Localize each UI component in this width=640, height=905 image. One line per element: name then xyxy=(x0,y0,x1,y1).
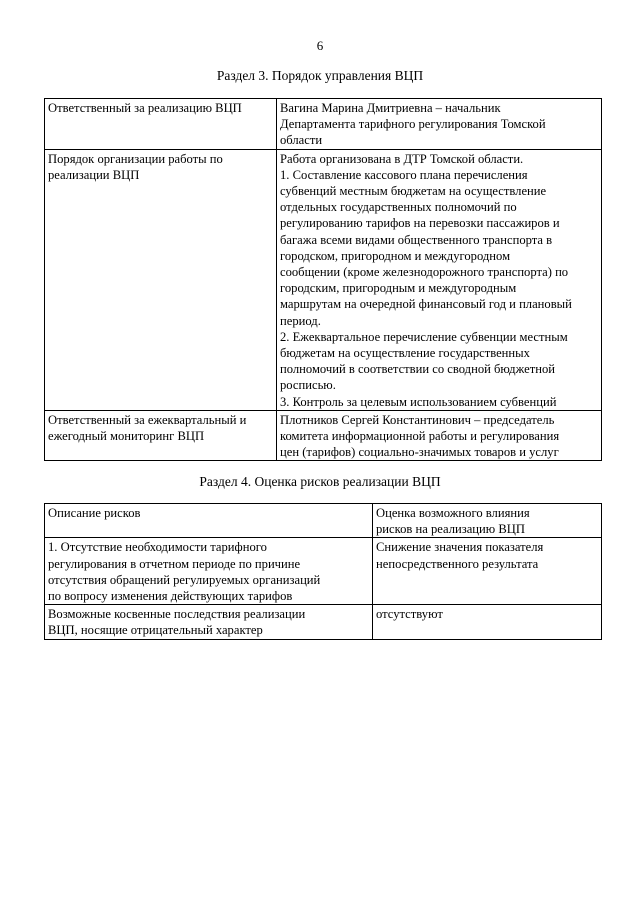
header-cell-impact xyxy=(373,504,602,538)
cell-text-line: Снижение значения показателя xyxy=(376,540,544,555)
cell-text-line: регулирования в отчетном периоде по причине xyxy=(48,556,301,571)
cell-text-line: 2. Ежеквартальное перечисление субвенции местным xyxy=(280,329,568,344)
cell-text-line: 1. Составление кассового плана перечисления xyxy=(280,167,528,182)
cell-text-line: цен (тарифов) социально-значимых товаров и услуг xyxy=(280,445,559,460)
table-row xyxy=(45,605,602,639)
header-cell-risks xyxy=(45,504,373,538)
cell-text-line: реализации ВЦП xyxy=(48,167,140,182)
table-row xyxy=(45,149,602,410)
cell-text-line: сообщении (кроме железнодорожного транспорта) по xyxy=(280,265,569,280)
cell-text-line: рисков на реализацию ВЦП xyxy=(376,522,525,537)
cell-text-line: период. xyxy=(280,313,321,328)
risk-cell xyxy=(45,538,373,605)
cell-text-line: Работа организована в ДТР Томской области. xyxy=(280,151,524,166)
cell-text-line: по вопросу изменения действующих тарифов xyxy=(48,589,293,604)
cell-text-line: отдельных государственных полномочий по xyxy=(280,200,517,215)
row-label-cell xyxy=(45,410,277,461)
cell-text-line: непосредственного результата xyxy=(376,556,539,571)
table-header-row xyxy=(45,504,602,538)
management-table xyxy=(44,98,602,461)
cell-text-line: бюджетам на осуществление государственных xyxy=(280,346,530,361)
cell-text-line: Оценка возможного влияния xyxy=(376,506,530,520)
cell-text-line: ежегодный мониторинг ВЦП xyxy=(48,429,205,444)
cell-text-line: городском, пригородном и междугородном xyxy=(280,248,511,263)
impact-cell xyxy=(373,538,602,605)
cell-text-line: комитета информационной работы и регулирования xyxy=(280,429,560,444)
cell-text-line: ВЦП, носящие отрицательный характер xyxy=(48,623,263,638)
section-3-title: Раздел 3. Порядок управления ВЦП xyxy=(216,68,424,83)
cell-text-line: Ответственный за ежеквартальный и xyxy=(48,412,247,427)
cell-text-line: Ответственный за реализацию ВЦП xyxy=(48,101,242,115)
cell-text-line: городским, пригородным и междугородным xyxy=(280,281,517,296)
section-4-title: Раздел 4. Оценка рисков реализации ВЦП xyxy=(199,474,441,489)
table-row xyxy=(45,410,602,461)
row-value-cell xyxy=(277,99,602,150)
row-value-cell xyxy=(277,149,602,410)
page-number: 6 xyxy=(316,38,324,53)
risks-table xyxy=(44,503,602,640)
cell-text-line: области xyxy=(280,133,323,148)
cell-text-line: полномочий в соответствии со сводной бюджетной xyxy=(280,362,555,377)
impact-cell xyxy=(373,605,602,639)
cell-text-line: багажа всеми видами общественного транспорта в xyxy=(280,232,553,247)
row-label-cell xyxy=(45,99,277,150)
risk-cell xyxy=(45,605,373,639)
cell-text-line: 1. Отсутствие необходимости тарифного xyxy=(48,540,267,555)
cell-text-line: Возможные косвенные последствия реализации xyxy=(48,607,306,622)
cell-text-line: отсутствуют xyxy=(376,607,443,622)
cell-text-line: маршрутам на очередной финансовый год и плановый xyxy=(280,297,572,312)
cell-text-line: Порядок организации работы по xyxy=(48,151,223,166)
cell-text-line: Описание рисков xyxy=(48,506,141,520)
cell-text-line: отсутствия обращений регулируемых организаций xyxy=(48,572,321,587)
cell-text-line: Департамента тарифного регулирования Томской xyxy=(280,117,546,132)
cell-text-line: Вагина Марина Дмитриевна – начальник xyxy=(280,101,501,115)
cell-text-line: росписью. xyxy=(280,378,336,393)
cell-text-line: 3. Контроль за целевым использованием субвенций xyxy=(280,394,557,409)
table-row xyxy=(45,538,602,605)
row-value-cell xyxy=(277,410,602,461)
table-row xyxy=(45,99,602,150)
row-label-cell xyxy=(45,149,277,410)
cell-text-line: Плотников Сергей Константинович – председатель xyxy=(280,412,555,427)
cell-text-line: регулированию тарифов на перевозки пассажиров и xyxy=(280,216,560,231)
cell-text-line: субвенций местным бюджетам на осуществление xyxy=(280,184,547,199)
